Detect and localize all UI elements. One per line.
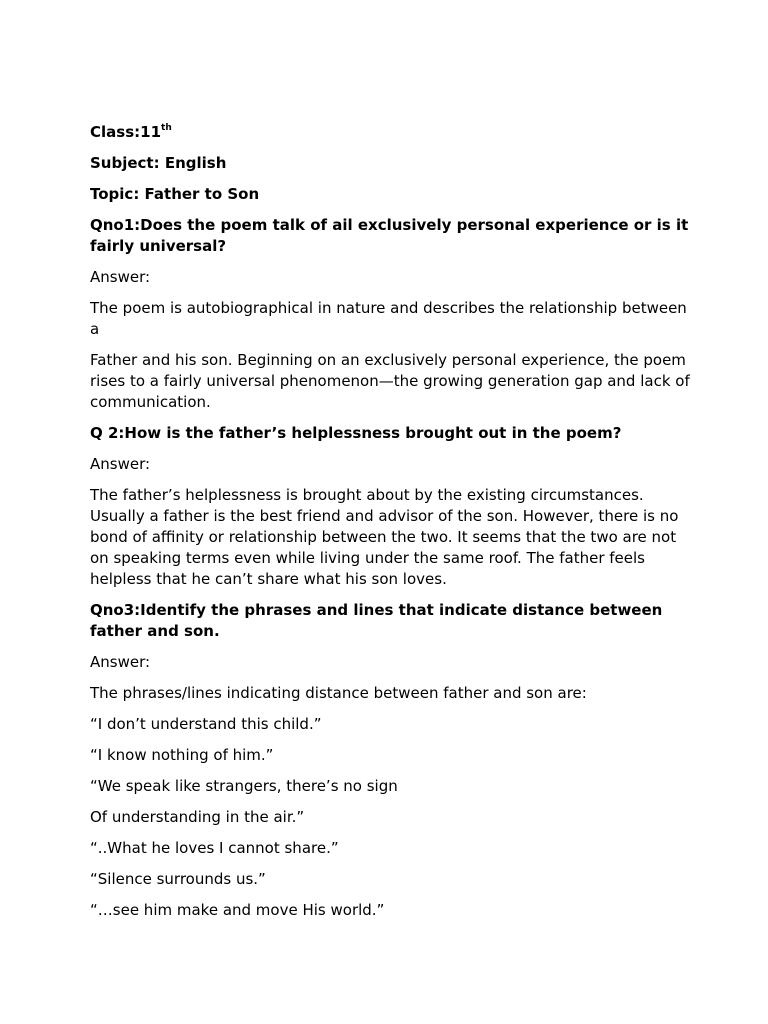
document-page [90, 122, 690, 931]
class-superscript: th [161, 123, 172, 133]
quote-line: “Silence surrounds us.” [90, 870, 266, 888]
subject-heading: Subject: English [90, 154, 227, 172]
quote-line: Of understanding in the air.” [90, 808, 305, 826]
quote-line: “..What he loves I cannot share.” [90, 839, 339, 857]
question-3: Qno3:Identify the phrases and lines that indicate distance between father and son. [90, 601, 663, 640]
quote-line: “I don’t understand this child.” [90, 715, 322, 733]
quote-line: “I know nothing of him.” [90, 746, 274, 764]
answer-1-label: Answer: [90, 268, 151, 286]
answer-1-paragraph-2: Father and his son. Beginning on an exclusively personal experience, the poem rises to a fairly universal phenomenon—the growing generation gap and lack of communication. [90, 351, 690, 411]
question-2: Q 2:How is the father’s helplessness brought out in the poem? [90, 424, 622, 442]
answer-3-intro: The phrases/lines indicating distance between father and son are: [90, 684, 587, 702]
answer-1-paragraph-1: The poem is autobiographical in nature and describes the relationship between a [90, 299, 687, 338]
answer-3-label: Answer: [90, 653, 151, 671]
class-heading: Class:11th [90, 123, 172, 141]
quote-line: “…see him make and move His world.” [90, 901, 385, 919]
topic-heading: Topic: Father to Son [90, 185, 260, 203]
question-1: Qno1:Does the poem talk of ail exclusively personal experience or is it fairly universal? [90, 216, 689, 255]
answer-2-paragraph: The father’s helplessness is brought about by the existing circumstances. Usually a father is the best friend and advisor of the son. However, there is no bond of affinity or relationship between the two. It seems that the two are not on speaking terms even while living under the same roof. The father feels helpless that he can’t share what his son loves. [90, 486, 679, 588]
quote-line: “We speak like strangers, there’s no sign [90, 777, 398, 795]
answer-2-label: Answer: [90, 455, 151, 473]
